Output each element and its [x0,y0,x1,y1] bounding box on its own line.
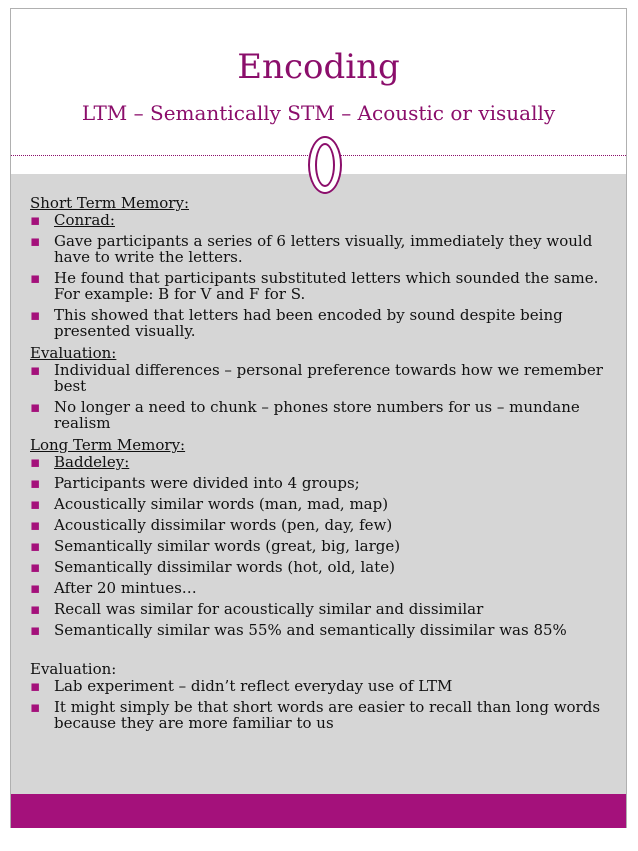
list-item [30,559,608,575]
list-item-text: It might simply be that short words are easier to recall than long words because they are more familiar to us [54,698,601,732]
bullet-icon: ▪ [30,232,41,250]
slide-title: Encoding [237,47,400,87]
bullet-icon: ▪ [30,269,41,287]
bullet-icon: ▪ [30,698,41,716]
footer-bar [11,794,626,828]
list-item-text: Semantically similar words (great, big, large) [54,537,401,555]
list-item-text: Participants were divided into 4 groups; [54,474,360,492]
bullet-list [30,362,608,431]
bullet-icon: ▪ [30,579,41,597]
section-heading: Evaluation: [30,660,117,678]
bullet-icon: ▪ [30,474,41,492]
list-item [30,454,608,470]
list-item [30,212,608,228]
bullet-icon: ▪ [30,600,41,618]
bullet-icon: ▪ [30,453,41,471]
bullet-icon: ▪ [30,677,41,695]
slide [10,8,627,828]
list-item [30,270,608,302]
list-item-text: This showed that letters had been encoded by sound despite being presented visually. [54,306,563,340]
bullet-icon: ▪ [30,361,41,379]
bullet-icon: ▪ [30,516,41,534]
list-item-text: Individual differences – personal preference towards how we remember best [54,361,603,395]
list-item [30,233,608,265]
list-item [30,622,608,638]
slide-subtitle: LTM – Semantically STM – Acoustic or visually [81,101,556,125]
list-item-text: Acoustically dissimilar words (pen, day, few) [54,516,393,534]
list-item [30,475,608,491]
list-item-text: No longer a need to chunk – phones store numbers for us – mundane realism [54,398,580,432]
content-panel [11,174,626,794]
oval-inner-ring [315,143,335,187]
bullet-icon: ▪ [30,495,41,513]
list-item-text: Semantically dissimilar words (hot, old, late) [54,558,395,576]
section-gap [30,643,608,660]
list-item [30,580,608,596]
list-item [30,538,608,554]
list-item-text: Conrad: [54,211,115,229]
bullet-icon: ▪ [30,306,41,324]
list-item-text: Lab experiment – didn’t reflect everyday use of LTM [54,677,453,695]
bullet-list [30,678,608,731]
list-item-text: Baddeley: [54,453,130,471]
list-item [30,699,608,731]
section-heading: Evaluation: [30,344,117,362]
section-heading: Short Term Memory: [30,194,190,212]
list-item-text: Acoustically similar words (man, mad, map) [54,495,389,513]
list-item [30,517,608,533]
list-item-text: Gave participants a series of 6 letters visually, immediately they would have to write the letters. [54,232,593,266]
list-item-text: Recall was similar for acoustically similar and dissimilar [54,600,484,618]
bullet-icon: ▪ [30,398,41,416]
list-item [30,496,608,512]
bullet-icon: ▪ [30,558,41,576]
list-item [30,601,608,617]
bullet-icon: ▪ [30,537,41,555]
bullet-icon: ▪ [30,211,41,229]
bullet-list [30,454,608,638]
list-item-text: Semantically similar was 55% and semantically dissimilar was 85% [54,621,567,639]
list-item [30,307,608,339]
section-heading: Long Term Memory: [30,436,186,454]
list-item-text: He found that participants substituted letters which sounded the same. For example: B for V and F for S. [54,269,599,303]
bullet-icon: ▪ [30,621,41,639]
list-item [30,678,608,694]
bullet-list [30,212,608,339]
list-item-text: After 20 mintues… [54,579,197,597]
list-item [30,362,608,394]
list-item [30,399,608,431]
oval-ornament-icon [308,136,342,194]
